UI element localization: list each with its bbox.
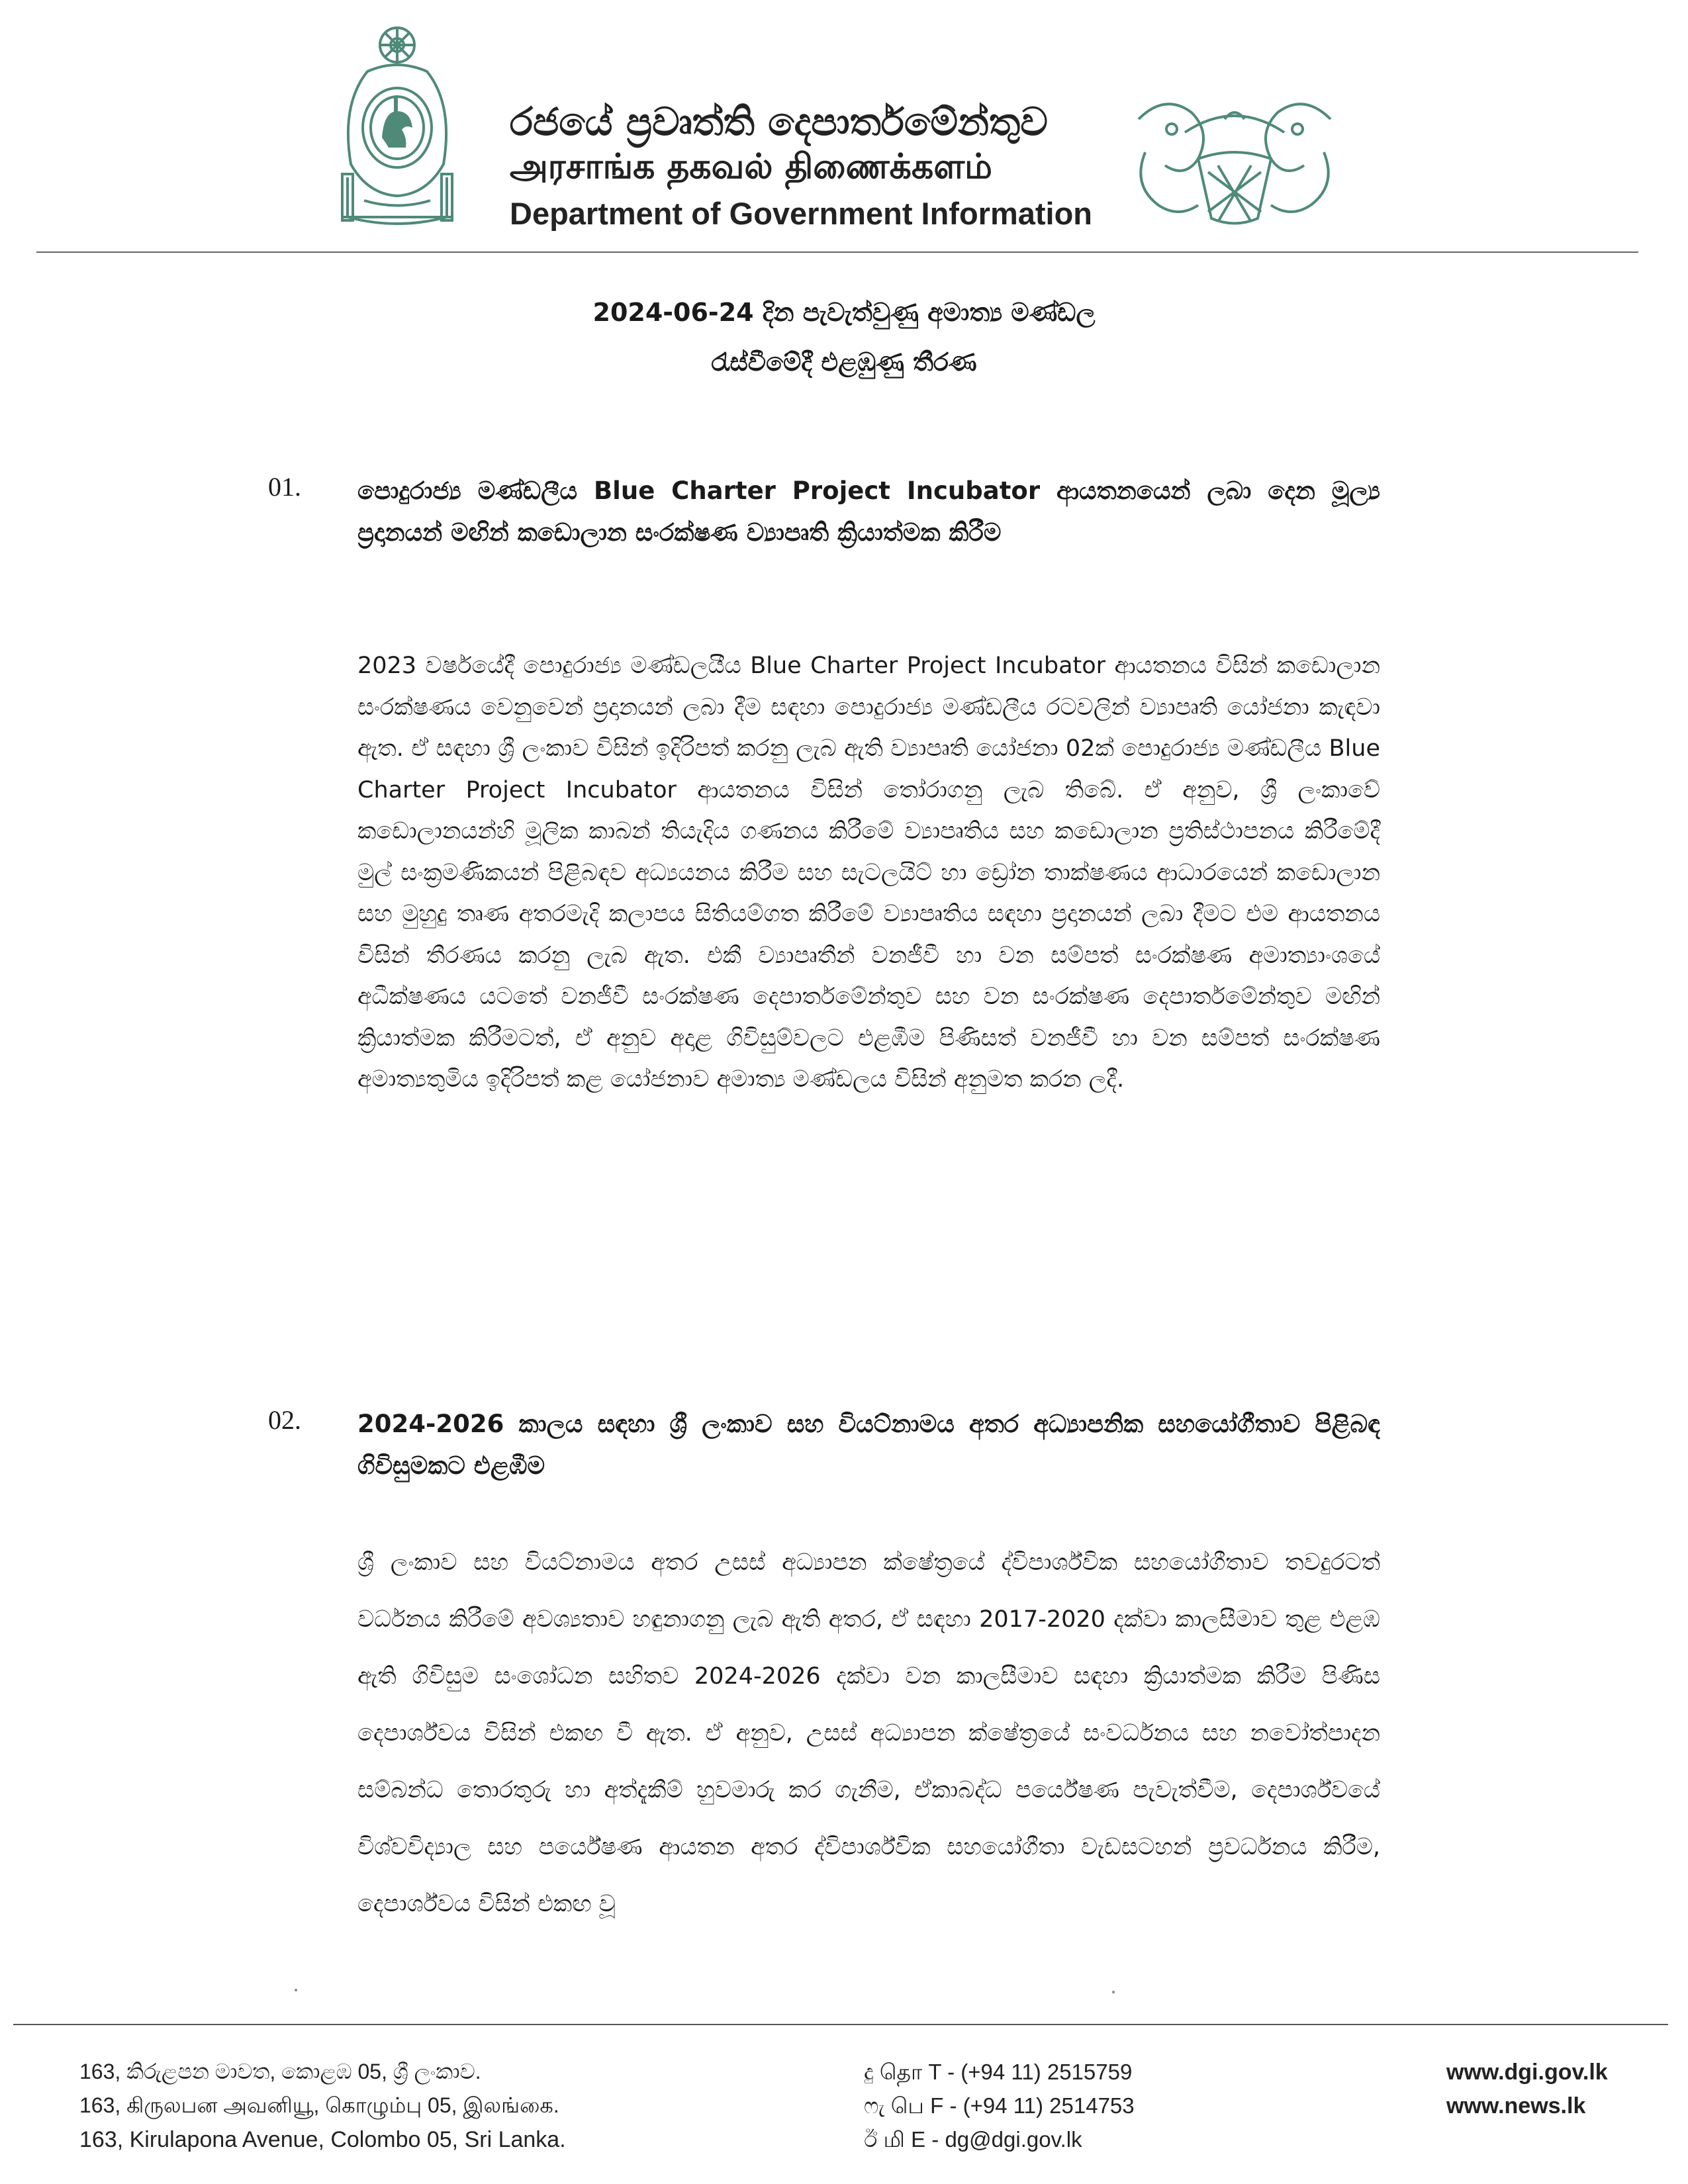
item-heading: 2024-2026 කාලය සඳහා ශ්‍රී ලංකාව සහ වියට්නාමය අතර අධ්‍යාපනික සහයෝගීතාව පිළිබඳ ගිවිසුමකට එළඹීම: [357, 1410, 1380, 1480]
footer-divider: [13, 2024, 1668, 2025]
document-title-line-1: 2024-06-24 දින පැවැත්වුණු අමාත්‍ය මණ්ඩල: [592, 298, 1096, 327]
address-sinhala: 163, කිරුළපන මාවත, කොළඹ 05, ශ්‍රී ලංකාව.: [79, 2060, 481, 2083]
department-name-tamil: அரசாங்க தகவல் திணைக்களம்: [510, 147, 992, 187]
item-body: 2023 වර්ෂයේදී පොදුරාජ්‍ය මණ්ඩලයීය Blue Charter Project Incubator ආයතනය විසින් කඩොලාන සංරක්ෂණය වෙනුවෙන් ප්‍රදානයන් ලබා දීම සඳහා පොදුරාජ්‍ය මණ්ඩලීය රටවලින් ව්‍යාපෘති යෝජනා කැඳවා ඇත. ඒ සඳහා ශ්‍රී ලංකාව විසින් ඉදිරිපත් කරනු ලැබ ඇති ව්‍යාපෘති යෝජනා 02ක් පොදුරාජ්‍ය මණ්ඩලීය Blue Charter Project Incubator ආයතනය විසින් තෝරාගනු ලැබ තිබේ. ඒ අනුව, ශ්‍රී ලංකාවේ කඩොලානයන්හි මූලික කාබන් තියැදිය ගණනය කිරීමේ ව්‍යාපෘතිය සහ කඩොලාන ප්‍රතිස්ථාපනය කිරීමේදී මුල් සංක්‍රමණිකයන් පිළිබඳව අධ්‍යයනය කිරීම සහ සැටලයිට් හා ඩ්‍රෝන තාක්ෂණය ආධාරයෙන් කඩොලාන සහ මුහුදු තෘණ අතරමැදි කලාපය සිතියම්ගත කිරීමේ ව්‍යාපෘතිය සඳහා ප්‍රදානයන් ලබා දීමට එම ආයතනය විසින් තීරණය කරනු ලැබ ඇත. එකී ව්‍යාපෘතීන් වනජීවී හා වන සම්පත් සංරක්ෂණ අමාත්‍යාංශයේ අධීක්ෂණය යටතේ වනජීවී සංරක්ෂණ දෙපාර්තමේන්තුව සහ වන සංරක්ෂණ දෙපාර්තමේන්තුව මඟින් ක්‍රියාත්මක කිරීමටත්, ඒ අනුව අදාළ ගිවිසුම්වලට එළඹීම පිණිසත් වනජීවී හා වන සම්පත් සංරක්ෂණ අමාත්‍යතුමිය ඉදිරිපත් කළ යෝජනාව අමාත්‍ය මණ්ඩලය විසින් අනුමත කරන ලදී.: [357, 653, 1380, 1093]
department-name-english: Department of Government Information: [510, 196, 1093, 231]
scan-speck: [1112, 1991, 1115, 1993]
email-address: ඊ மி E - dg@dgi.gov.lk: [864, 2127, 1082, 2152]
item-number: 01.: [268, 472, 301, 502]
website-link[interactable]: www.dgi.gov.lk: [1446, 2060, 1608, 2085]
fax-number: ෆැ பெ F - (+94 11) 2514753: [864, 2093, 1135, 2118]
item-number: 02.: [268, 1405, 301, 1435]
item-heading: පොදුරාජ්‍ය මණ්ඩලීය Blue Charter Project Incubator ආයතනයෙන් ලබා දෙන මූල්‍ය ප්‍රදානයන් මඟින් කඩොලාන සංරක්ෂණ ව්‍යාපෘති ක්‍රියාත්මක කිරීම: [357, 477, 1380, 547]
address-english: 163, Kirulapona Avenue, Colombo 05, Sri Lanka.: [79, 2127, 566, 2152]
scan-speck: [295, 1989, 297, 1991]
address-tamil: 163, கிருலபன அவனியூ, கொழும்பு 05, இலங்கை.: [79, 2093, 559, 2117]
item-body: ශ්‍රී ලංකාව සහ වියට්නාමය අතර උසස් අධ්‍යාපන ක්ෂේත්‍රයේ ද්විපාර්ශ්වික සහයෝගීතාව තවදුරටත් වර්ධනය කිරීමේ අවශ්‍යතාව හඳුනාගනු ලැබ ඇති අතර, ඒ සඳහා 2017-2020 දක්වා කාලසීමාව තුළ එළඹ ඇති ගිවිසුම සංශෝධන සහිතව 2024-2026 දක්වා වන කාලසීමාව සඳහා ක්‍රියාත්මක කිරීම පිණිස දෙපාර්ශ්වය විසින් එකඟ වී ඇත. ඒ අනුව, උසස් අධ්‍යාපන ක්ෂේත්‍රයේ සංවර්ධනය සහ නවෝත්පාදන සම්බන්ධ තොරතුරු හා අත්දැකීම් හුවමාරු කර ගැනීම, ඒකාබද්ධ පර්යේෂණ පැවැත්වීම, දෙපාර්ශ්වයේ විශ්වවිද්‍යාල සහ පර්යේෂණ ආයතන අතර ද්විපාර්ශ්වික සහයෝගීතා වැඩසටහන් ප්‍රවර්ධනය කිරීම, දෙපාර්ශ්වය විසින් එකඟ වූ: [357, 1549, 1380, 1917]
traditional-ornament-logo: [1125, 93, 1344, 232]
telephone-number: දු தொ T - (+94 11) 2515759: [864, 2060, 1133, 2084]
sri-lanka-emblem-logo: [328, 19, 467, 230]
header-divider: [36, 251, 1638, 253]
document-title-line-2: රැස්වීමේදී එළඹුණු තීරණ: [711, 347, 977, 377]
website-link[interactable]: www.news.lk: [1446, 2093, 1586, 2118]
department-name-sinhala: රජයේ ප්‍රවෘත්ති දෙපාර්තමේන්තුව: [510, 99, 1048, 144]
